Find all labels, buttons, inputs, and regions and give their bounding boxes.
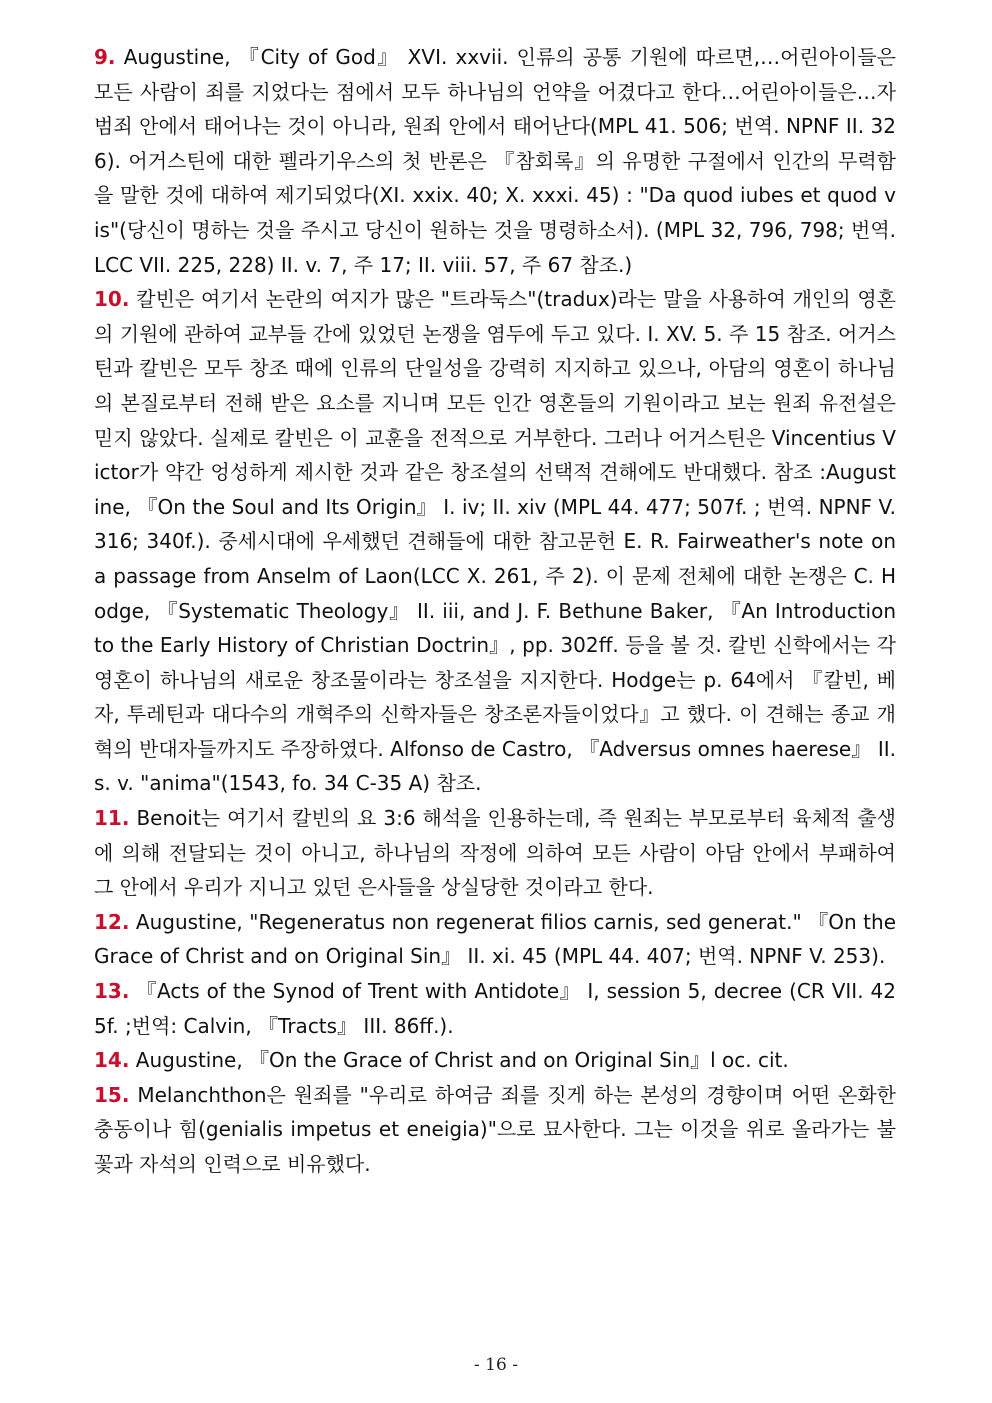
footnote-number: 15. (94, 1082, 130, 1107)
footnote-text: Augustine, "Regeneratus non regenerat filios carnis, sed generat." 『On the Grace of Christ and on Original Sin』 II. xi. 45 (MPL 44. 407; 번역. NPNF V. 253). (94, 909, 896, 969)
footnote-10 (94, 282, 896, 801)
footnotes-column (94, 40, 896, 1182)
footnote-number: 12. (94, 909, 130, 934)
footnote-14 (94, 1043, 896, 1078)
footnote-number: 10. (94, 287, 130, 312)
page-number: - 16 - (474, 1355, 518, 1375)
footnote-text: Augustine, 『City of God』 XVI. xxvii. 인류의 공통 기원에 따르면,…어린아이들은 모든 사람이 죄를 지었다는 점에서 모두 하나님의 언약을 어겼다고 한다…어린아이들은…자범죄 안에서 태어나는 것이 아니라, 원죄 안에서 태어난다(MPL 41. 506; 번역. NPNF II. 326). 어거스틴에 대한 펠라기우스의 첫 반론은 『참회록』의 유명한 구절에서 인간의 무력함을 말한 것에 대하여 제기되었다(XI. xxix. 40; X. xxxi. 45) : "Da quod iubes et quod vis"(당신이 명하는 것을 주시고 당신이 원하는 것을 명령하소서). (MPL 32, 796, 798; 번역. LCC VII. 225, 228) II. v. 7, 주 17; II. viii. 57, 주 67 참조.) (94, 45, 896, 277)
footnote-text: 『Acts of the Synod of Trent with Antidote』 I, session 5, decree (CR VII. 425f. ;번역: Calvin, 『Tracts』 III. 86ff.). (94, 979, 896, 1038)
footnote-number: 14. (94, 1048, 130, 1073)
footnote-text: Benoit는 여기서 칼빈의 요 3:6 해석을 인용하는데, 즉 원죄는 부모로부터 육체적 출생에 의해 전달되는 것이 아니고, 하나님의 작정에 의하여 모든 사람이 아담 안에서 부패하여 그 안에서 우리가 지니고 있던 은사들을 상실당한 것이라고 한다. (94, 806, 896, 900)
footnote-9 (94, 40, 896, 282)
footnote-number: 13. (94, 979, 130, 1004)
footnote-number: 11. (94, 806, 130, 831)
footnote-text: Augustine, 『On the Grace of Christ and on Original Sin』l oc. cit. (129, 1048, 789, 1073)
footnote-11 (94, 801, 896, 905)
footnote-13 (94, 974, 896, 1043)
footnote-text: 칼빈은 여기서 논란의 여지가 많은 "트라둑스"(tradux)라는 말을 사용하여 개인의 영혼의 기원에 관하여 교부들 간에 있었던 논쟁을 염두에 두고 있다. I. XV. 5. 주 15 참조. 어거스틴과 칼빈은 모두 창조 때에 인류의 단일성을 강력히 지지하고 있으나, 아담의 영혼이 하나님의 본질로부터 전해 받은 요소를 지니며 모든 인간 영혼들의 기원이라고 보는 원죄 유전설은 믿지 않았다. 실제로 칼빈은 이 교훈을 전적으로 거부한다. 그러나 어거스틴은 Vincentius Victor가 약간 엉성하게 제시한 것과 같은 창조설의 선택적 견해에도 반대했다. 참조 :Augustine, 『On the Soul and Its Origin』 I. iv; II. xiv (MPL 44. 477; 507f. ; 번역. NPNF V. 316; 340f.). 중세시대에 우세했던 견해들에 대한 참고문헌 E. R. Fairweather's note on a passage from Anselm of Laon(LCC X. 261, 주 2). 이 문제 전체에 대한 논쟁은 C. Hodge, 『Systematic Theology』 II. iii, and J. F. Bethune Baker, 『An Introduction to the Early History of Christian Doctrin』, pp. 302ff. 등을 볼 것. 칼빈 신학에서는 각 영혼이 하나님의 새로운 창조물이라는 창조설을 지지한다. Hodge는 p. 64에서 『칼빈, 베자, 투레틴과 대다수의 개혁주의 신학자들은 창조론자들이었다』고 했다. 이 견해는 종교 개혁의 반대자들까지도 주장하였다. Alfonso de Castro, 『Adversus omnes haerese』 II. s. v. "anima"(1543, fo. 34 C-35 A) 참조. (94, 287, 896, 796)
footnote-text: Melanchthon은 원죄를 "우리로 하여금 죄를 짓게 하는 본성의 경향이며 어떤 온화한 충동이나 힘(genialis impetus et eneigia)"으로 묘사한다. 그는 이것을 위로 올라가는 불꽃과 자석의 인력으로 비유했다. (94, 1082, 896, 1176)
footnote-number: 9. (94, 45, 116, 69)
footnote-15 (94, 1078, 896, 1182)
footnote-12 (94, 905, 896, 974)
